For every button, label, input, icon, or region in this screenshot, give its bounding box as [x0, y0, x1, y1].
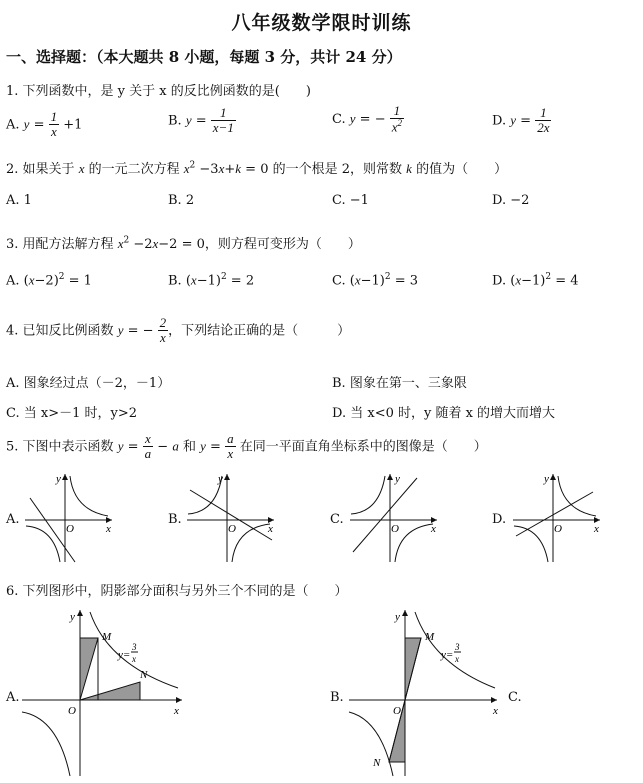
q6-b-point-n: N — [373, 757, 381, 769]
q6-a-origin-label: O — [68, 705, 76, 717]
q6-option-c-label[interactable]: C. — [508, 690, 522, 705]
q6-b-x-label: x — [493, 705, 498, 717]
question-1-stem: 1. 下列函数中，是 y 关于 x 的反比例函数的是( ) — [6, 84, 311, 99]
q1-option-d[interactable]: D. y = $\frac{1}{2x}$ — [492, 105, 550, 136]
graph-b-y-label: y — [218, 473, 223, 485]
page-title: 八年级数学限时训练 — [231, 12, 412, 34]
q6-a-point-m: M — [102, 631, 112, 643]
q6-b-y-label: y — [395, 611, 400, 623]
q6-a-y-label: y — [70, 611, 75, 623]
q6-b-point-m: M — [425, 631, 435, 643]
q1-option-a[interactable]: A. y = $\frac{1}{x}$ +1 — [6, 109, 83, 140]
q6-graph-a — [18, 604, 186, 780]
q4-option-d[interactable]: D. 当 x<0 时，y 随着 x 的增大而增大 — [332, 406, 556, 421]
q5-option-a[interactable]: A. — [6, 512, 20, 527]
graph-c-y-label: y — [395, 473, 400, 485]
q6-option-a[interactable]: A. — [6, 690, 20, 705]
graph-c-origin-label: O — [391, 523, 399, 535]
q5-graph-b — [182, 470, 277, 565]
question-3-stem: 3. 用配方法解方程 $x^2 -2x-2 = 0$，则方程可变形为（ ） — [6, 235, 361, 252]
graph-d-origin-label: O — [554, 523, 562, 535]
graph-b-x-label: x — [268, 523, 273, 535]
q2-option-a[interactable]: A. 1 — [6, 193, 32, 208]
q5-graph-c — [345, 470, 440, 565]
q6-a-fraction-den: x — [132, 654, 136, 664]
graph-a-x-label: x — [106, 523, 111, 535]
graph-d-x-label: x — [594, 523, 599, 535]
q6-graph-b — [345, 604, 513, 780]
q3-option-c[interactable]: C. $(x-1)^2 = 3$ — [332, 272, 419, 289]
q6-a-function-label: y= — [118, 649, 131, 661]
graph-a-y-label: y — [56, 473, 61, 485]
q3-option-b[interactable]: B. $(x-1)^2 = 2$ — [168, 272, 255, 289]
q6-b-origin-label: O — [393, 705, 401, 717]
q5-option-c[interactable]: C. — [330, 512, 344, 527]
graph-d-y-label: y — [544, 473, 549, 485]
q6-a-point-n: N — [140, 669, 148, 681]
q5-graph-d — [508, 470, 603, 565]
q6-b-fraction-den: x — [455, 654, 459, 664]
q3-option-a[interactable]: A. $(x-2)^2 = 1$ — [6, 272, 92, 289]
q5-option-d[interactable]: D. — [492, 512, 507, 527]
q4-option-a[interactable]: A. 图象经过点（－2，－1） — [6, 376, 171, 391]
q4-option-b[interactable]: B. 图象在第一、三象限 — [332, 376, 467, 391]
graph-a-origin-label: O — [66, 523, 74, 535]
q4-option-c[interactable]: C. 当 x>－1 时，y>2 — [6, 406, 138, 421]
q6-a-fraction-num: 3 — [132, 642, 137, 652]
q1-option-c[interactable]: C. y = − $\frac{1}{x^2}$ — [332, 103, 403, 135]
q2-option-b[interactable]: B. 2 — [168, 193, 195, 208]
question-5-stem: 5. 下图中表示函数 y = $\frac{x}{a}$ − a 和 y = $\frac{a}{x}$ 在同一平面直角坐标系中的图像是（ ） — [6, 431, 487, 462]
question-6-stem: 6. 下列图形中，阴影部分面积与另外三个不同的是（ ） — [6, 584, 348, 599]
q3-option-d[interactable]: D. $(x-1)^2 = 4$ — [492, 272, 579, 289]
question-2-stem: 2. 如果关于 x 的一元二次方程 $x^2 -3x+k = 0$ 的一个根是 2，则常数 k 的值为（ ） — [6, 160, 508, 177]
q6-option-b[interactable]: B. — [330, 690, 344, 705]
q2-option-d[interactable]: D. −2 — [492, 193, 530, 208]
q6-b-function-label: y= — [441, 649, 454, 661]
q5-graph-a — [20, 470, 115, 565]
graph-b-origin-label: O — [228, 523, 236, 535]
q6-b-fraction-num: 3 — [455, 642, 460, 652]
q5-option-b[interactable]: B. — [168, 512, 182, 527]
q6-a-x-label: x — [174, 705, 179, 717]
q2-option-c[interactable]: C. −1 — [332, 193, 369, 208]
question-4-stem: 4. 已知反比例函数 y = − $\frac{2}{x}$ ，下列结论正确的是（ ） — [6, 315, 351, 346]
q1-option-b[interactable]: B. y = $\frac{1}{x-1}$ — [168, 105, 234, 136]
graph-c-x-label: x — [431, 523, 436, 535]
section-heading: 一、选择题：（本大题共 8 小题，每题 3 分，共计 24 分） — [6, 48, 402, 66]
